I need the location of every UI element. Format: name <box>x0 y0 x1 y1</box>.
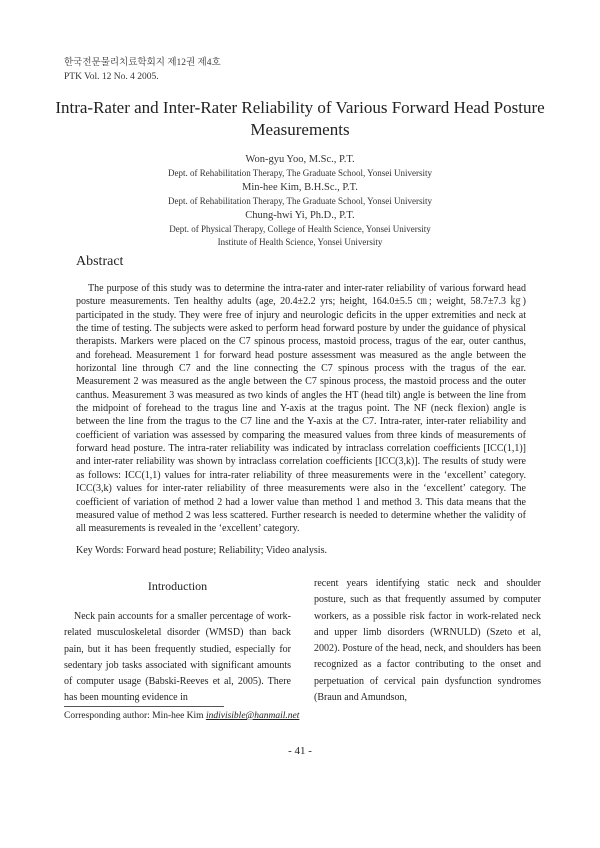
footnote <box>64 711 299 721</box>
author-list <box>0 152 600 249</box>
introduction-heading: Introduction <box>147 579 208 593</box>
author-affiliation: Institute of Health Science, Yonsei University <box>217 237 383 247</box>
journal-volume-info: PTK Vol. 12 No. 4 2005. <box>64 72 159 82</box>
author-name: Min-hee Kim, B.H.Sc., P.T. <box>242 182 358 193</box>
right-column <box>314 576 541 706</box>
author-name: Chung-hwi Yi, Ph.D., P.T. <box>245 210 355 221</box>
page-number: - 41 - <box>288 745 312 757</box>
keywords: Key Words: Forward head posture; Reliability; Video analysis. <box>76 545 327 556</box>
paper-title: Intra-Rater and Inter-Rater Reliability of Various Forward Head Posture Measurements <box>55 98 545 139</box>
left-column <box>64 579 291 707</box>
author-affiliation: Dept. of Rehabilitation Therapy, The Graduate School, Yonsei University <box>167 196 433 206</box>
journal-header <box>64 56 221 84</box>
abstract-body: The purpose of this study was to determine the intra-rater and inter-rater reliability of various forward head posture measurements. Ten healthy adults (age, 20.4±2.2 yrs; height, 164.0±5.5 ㎝; weight, 58.7±7.3 ㎏) participated in the study. They were free of injury and neurologic deficits in the upper extremities and neck at the time of testing. The subjects were asked to perform head forward posture by under the guidance of physical therapists. Markers were placed on the C7 spinous process, mastoid process, tragus of the ear, outer canthus, and forehead. Measurement 1 for forward head posture assessment was measured as the angle between the horizontal line through C7 and the line connecting the C7 spinous process with the tragus of the ear. Measurement 2 was measured as the angle between the C7 spinous process, the mastoid process and the outer canthus. Measurement 3 was measured as two kinds of angles the HT (head tilt) angle is between the line from the midpoint of forehead to the tragus line and Y-axis at the tragus point. The NF (neck flexion) angle is between the line from the tragus to the C7 line and the Y-axis at the C7. Intra-rater, inter-rater reliability and coefficient of variation was assessed by comparing the measured values from three kinds of measurements of forward head posture. The intra-rater reliability was indicated by intraclass correlation coefficients [ICC(1,1)] and inter-rater reliability was shown by intraclass correlation coefficients [ICC(3,k)]. The results of study were as follows: ICC(1,1) values for intra-rater reliability of three measurements were in the ‘excellent’ category. ICC(3,k) values for inter-rater reliability of three measurements were also in the ‘excellent’ category. The coefficient of variation of method 2 had a lower value than method 1 and method 3. This data means that the measured value of method 2 was less scattered. Further research is needed to determine whether the validity of all measurements is revealed in the ‘excellent’ category. <box>76 283 526 535</box>
author-affiliation: Dept. of Physical Therapy, College of Health Science, Yonsei University <box>169 224 431 234</box>
introduction-text-left: Neck pain accounts for a smaller percentage of work-related musculoskeletal disorder (WMSD) than back pain, but it has been frequently studied, especially for sedentary job tasks associated with significant amounts of computer usage (Babski-Reeves et al, 2005). There has been mounting evidence in <box>64 611 291 704</box>
author-name: Won-gyu Yoo, M.Sc., P.T. <box>245 154 355 165</box>
footnote-divider <box>64 706 224 707</box>
author-affiliation: Dept. of Rehabilitation Therapy, The Graduate School, Yonsei University <box>167 168 433 178</box>
abstract-heading: Abstract <box>76 254 124 269</box>
journal-korean-title: 한국전문물리치료학회지 제12권 제4호 <box>64 58 221 68</box>
author-email-link[interactable]: indivisible@hanmail.net <box>205 711 300 721</box>
introduction-text-right: recent years identifying static neck and shoulder posture, such as that frequently assumed by computer workers, as a possible risk factor in work-related neck and upper limb disorders (WRNULD) (Szeto et al, 2002). Posture of the head, neck, and shoulders has been recognized as a factor contributing to the onset and perpetuation of cervical pain dysfunction syndromes (Braun and Amundson, <box>314 578 541 704</box>
footnote-label: Corresponding author: Min-hee Kim <box>64 711 204 721</box>
